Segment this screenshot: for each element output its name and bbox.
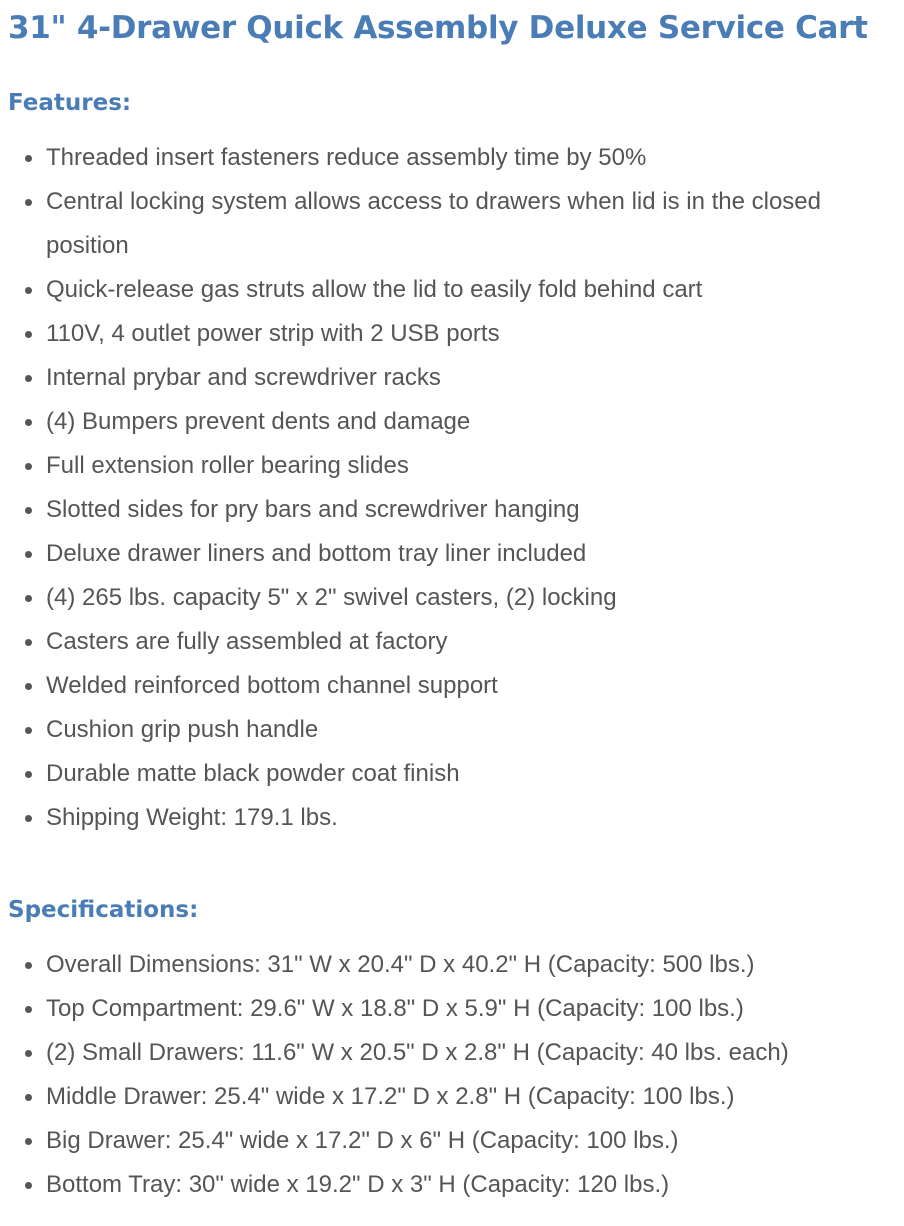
specification-item: Big Drawer: 25.4" wide x 17.2" D x 6" H (Capacity: 100 lbs.) — [0, 1119, 896, 1163]
feature-item: Durable matte black powder coat finish — [0, 752, 896, 796]
bullet-icon — [25, 962, 32, 969]
bullet-icon — [25, 551, 32, 558]
bullet-icon — [25, 199, 32, 206]
bullet-icon — [25, 375, 32, 382]
specification-item: (2) Small Drawers: 11.6" W x 20.5" D x 2.8" H (Capacity: 40 lbs. each) — [0, 1031, 896, 1075]
feature-item: Welded reinforced bottom channel support — [0, 664, 896, 708]
feature-item: (4) Bumpers prevent dents and damage — [0, 400, 896, 444]
bullet-icon — [25, 1050, 32, 1057]
bullet-icon — [25, 507, 32, 514]
feature-item: Internal prybar and screwdriver racks — [0, 356, 896, 400]
feature-item: Full extension roller bearing slides — [0, 444, 896, 488]
specification-item: Bottom Tray: 30" wide x 19.2" D x 3" H (Capacity: 120 lbs.) — [0, 1163, 896, 1207]
feature-item: 110V, 4 outlet power strip with 2 USB ports — [0, 312, 896, 356]
features-heading: Features: — [8, 90, 132, 116]
specifications-heading: Specifications: — [8, 897, 199, 923]
bullet-icon — [25, 463, 32, 470]
feature-item: (4) 265 lbs. capacity 5" x 2" swivel casters, (2) locking — [0, 576, 896, 620]
bullet-icon — [25, 1182, 32, 1189]
feature-item: Slotted sides for pry bars and screwdriver hanging — [0, 488, 896, 532]
specifications-list — [0, 943, 896, 1207]
bullet-icon — [25, 595, 32, 602]
specification-item: Middle Drawer: 25.4" wide x 17.2" D x 2.8" H (Capacity: 100 lbs.) — [0, 1075, 896, 1119]
bullet-icon — [25, 727, 32, 734]
bullet-icon — [25, 1006, 32, 1013]
bullet-icon — [25, 815, 32, 822]
bullet-icon — [25, 639, 32, 646]
feature-item: Threaded insert fasteners reduce assembly time by 50% — [0, 136, 896, 180]
feature-item: Shipping Weight: 179.1 lbs. — [0, 796, 896, 840]
specification-item: Overall Dimensions: 31" W x 20.4" D x 40.2" H (Capacity: 500 lbs.) — [0, 943, 896, 987]
bullet-icon — [25, 771, 32, 778]
bullet-icon — [25, 1138, 32, 1145]
bullet-icon — [25, 419, 32, 426]
specification-item: Top Compartment: 29.6" W x 18.8" D x 5.9" H (Capacity: 100 lbs.) — [0, 987, 896, 1031]
page-title: 31" 4-Drawer Quick Assembly Deluxe Service Cart — [8, 10, 868, 46]
feature-item: Cushion grip push handle — [0, 708, 896, 752]
feature-item: Quick-release gas struts allow the lid to easily fold behind cart — [0, 268, 896, 312]
feature-item: Deluxe drawer liners and bottom tray liner included — [0, 532, 896, 576]
bullet-icon — [25, 1094, 32, 1101]
bullet-icon — [25, 331, 32, 338]
bullet-icon — [25, 155, 32, 162]
bullet-icon — [25, 287, 32, 294]
feature-item: Casters are fully assembled at factory — [0, 620, 896, 664]
features-list — [0, 136, 896, 840]
feature-item: Central locking system allows access to drawers when lid is in the closed position — [0, 180, 896, 268]
bullet-icon — [25, 683, 32, 690]
